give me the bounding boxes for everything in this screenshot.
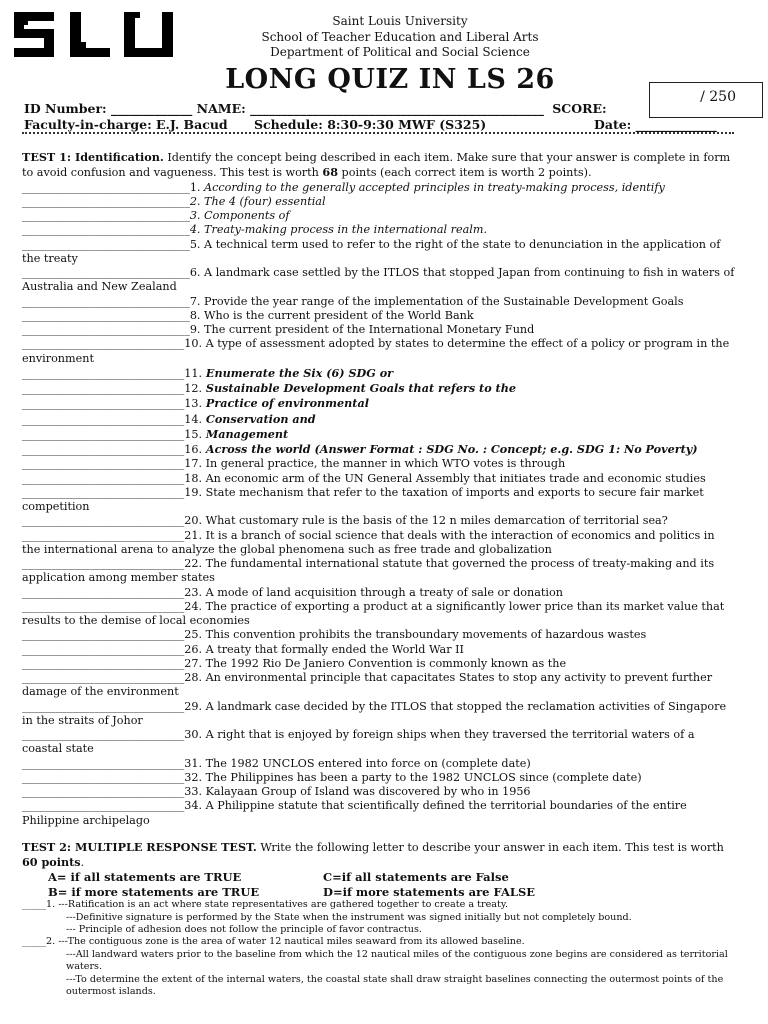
answer-blank[interactable]: _____________________________13. xyxy=(22,397,203,411)
answer-blank[interactable]: ______________________________ xyxy=(22,223,190,237)
item-text: A treaty that formally ended the World War II xyxy=(202,642,464,656)
answer-blank[interactable]: _____________________________16. xyxy=(22,443,203,456)
item-text: A mode of land acquisition through a treaty of sale or donation xyxy=(202,585,563,599)
item-text: Across the world (Answer Format : SDG No. : Concept; e.g. SDG 1: No Poverty) xyxy=(202,442,698,456)
answer-blank[interactable]: _____________________________30. xyxy=(22,728,203,741)
test1-item xyxy=(22,323,736,337)
test1-points: 68 xyxy=(322,165,338,180)
name-field[interactable]: NAME: _______________________________________________ xyxy=(196,101,544,116)
item-text: The fundamental international statute that governed the process of treaty-making and its application among member states xyxy=(22,557,715,585)
item-text: The 1982 UNCLOS entered into force on (complete date) xyxy=(202,756,531,770)
test1-item xyxy=(22,238,736,267)
test2-instructions xyxy=(22,840,736,871)
quiz-content xyxy=(22,150,736,999)
answer-blank[interactable]: _____________________________28. xyxy=(22,671,203,684)
answer-blank[interactable]: _____________________________31. xyxy=(22,756,203,770)
faculty-label: Faculty-in-charge: E.J. Bacud xyxy=(24,117,228,132)
answer-blank[interactable]: ______________________________9. xyxy=(22,323,201,336)
answer-blank[interactable]: ______________________________5. xyxy=(22,237,201,251)
test1-item xyxy=(22,529,736,558)
test2-points: 60 points xyxy=(22,855,81,869)
item-text: In general practice, the manner in which WTO votes is through xyxy=(202,457,566,471)
test1-heading: TEST 1: Identification. xyxy=(22,150,164,164)
answer-blank[interactable]: _____________________________14. xyxy=(22,412,203,426)
test2-intro-text: Write the following letter to describe your answer in each item. This test is worth xyxy=(256,840,724,854)
q1-answer-blank[interactable]: _____1. xyxy=(22,899,59,911)
item-text: Enumerate the Six (6) SDG or xyxy=(202,365,394,380)
test2-intro-text-2: . xyxy=(80,856,85,869)
answer-blank[interactable]: _____________________________26. xyxy=(22,642,203,656)
info-row-2 xyxy=(24,117,717,132)
test1-item xyxy=(22,643,736,657)
item-text: An environmental principle that capacitates States to stop any activity to prevent further damage of the environment xyxy=(22,671,713,699)
answer-blank[interactable]: _____________________________18. xyxy=(22,471,203,485)
answer-legend xyxy=(22,870,736,899)
test1-item xyxy=(22,600,736,629)
answer-blank[interactable]: _____________________________34. xyxy=(22,799,203,813)
item-text: The Philippines has been a party to the 1982 UNCLOS since (complete date) xyxy=(202,770,642,784)
item-text: Conservation and xyxy=(202,411,316,426)
item-text: What customary rule is the basis of the 12 n miles demarcation of territorial sea? xyxy=(202,514,668,528)
item-text: State mechanism that refer to the taxation of imports and exports to secure fair market competition xyxy=(22,485,704,513)
item-text: A right that is enjoyed by foreign ships when they traversed the territorial waters of a coastal state xyxy=(22,728,695,756)
test1-item-list xyxy=(22,181,736,828)
item-text: It is a branch of social science that deals with the interaction of economics and politics in the international arena to analyze the global phenomena such as free trade and globalization xyxy=(22,528,715,556)
test2-heading: TEST 2: MULTIPLE RESPONSE TEST. xyxy=(22,839,257,854)
q1-statement-1: ---Ratification is an act where state representatives are gathered together to create a treaty. xyxy=(58,899,509,911)
test1-item xyxy=(22,472,736,486)
test1-item xyxy=(22,412,736,427)
item-text: Sustainable Development Goals that refers to the xyxy=(202,381,516,395)
item-text: The practice of exporting a product at a significantly lower price than its market value that results to the demise of local economies xyxy=(22,599,725,627)
item-text: A technical term used to refer to the right of the state to denunciation in the application of the treaty xyxy=(22,237,721,265)
slu-logo xyxy=(12,10,174,60)
test1-item xyxy=(22,366,736,381)
item-text: 2. The 4 (four) essential xyxy=(189,194,326,208)
item-text: A Philippine statute that scientifically defined the territorial boundaries of the entire Philippine archipelago xyxy=(22,799,687,827)
answer-blank[interactable]: _____________________________25. xyxy=(22,628,203,642)
score-box xyxy=(649,82,763,118)
test1-item xyxy=(22,757,736,771)
test1-item xyxy=(22,486,736,515)
date-field[interactable]: Date: _____________ xyxy=(594,117,717,132)
university-name: Saint Louis University xyxy=(332,14,468,28)
test1-item xyxy=(22,181,736,195)
test1-item xyxy=(22,700,736,729)
legend-a: A= if all statements are TRUE xyxy=(48,870,242,885)
answer-blank[interactable]: _____________________________22. xyxy=(22,557,203,570)
answer-blank[interactable]: _____________________________29. xyxy=(22,699,203,713)
item-text: A landmark case decided by the ITLOS that stopped the reclamation activities of Singapore in the straits of Johor xyxy=(22,699,727,727)
test1-item xyxy=(22,799,736,828)
test1-item xyxy=(22,586,736,600)
q2-answer-blank[interactable]: _____2. xyxy=(22,936,59,948)
test1-item xyxy=(22,396,736,411)
test2-question-1 xyxy=(22,899,736,936)
test1-item xyxy=(22,442,736,457)
q1-statement-3: --- Principle of adhesion does not follow the principle of favor contractus. xyxy=(66,924,422,936)
department-name: Department of Political and Social Science xyxy=(270,45,530,59)
test1-item xyxy=(22,628,736,642)
answer-blank[interactable]: _____________________________24. xyxy=(22,599,203,613)
test2-question-2 xyxy=(22,936,736,998)
answer-blank[interactable]: ______________________________1. xyxy=(22,180,201,194)
test1-item xyxy=(22,771,736,785)
answer-blank[interactable]: _____________________________10. xyxy=(22,337,203,351)
school-name: School of Teacher Education and Liberal Arts xyxy=(261,30,539,44)
score-value: / 250 xyxy=(700,89,736,105)
test1-item xyxy=(22,195,736,209)
slu-logo-text: SLU xyxy=(92,40,95,41)
q2-statement-3: ---To determine the extent of the internal waters, the coastal state shall draw straight baselines connecting the outermost points of the outermost islands. xyxy=(66,973,724,998)
item-text: According to the generally accepted principles in treaty-making process, identify xyxy=(200,180,665,194)
answer-blank[interactable]: _____________________________15. xyxy=(22,427,203,441)
score-label: SCORE: xyxy=(552,101,607,116)
q2-statement-1: ---The contiguous zone is the area of water 12 nautical miles seaward from its allowed baseline. xyxy=(58,936,525,948)
answer-blank[interactable]: _____________________________20. xyxy=(22,514,203,528)
test1-item xyxy=(22,514,736,528)
id-number-field[interactable]: ID Number: _____________ xyxy=(24,101,193,116)
test1-item xyxy=(22,427,736,442)
answer-blank[interactable]: ______________________________8. xyxy=(22,308,201,322)
item-text: The 1992 Rio De Janiero Convention is commonly known as the xyxy=(202,656,567,670)
test1-item xyxy=(22,295,736,309)
test1-item xyxy=(22,309,736,323)
test1-item xyxy=(22,785,736,799)
test1-item xyxy=(22,728,736,757)
answer-blank[interactable]: _____________________________23. xyxy=(22,585,203,599)
legend-c: C=if all statements are False xyxy=(323,870,509,885)
test1-item xyxy=(22,337,736,366)
answer-blank[interactable]: _____________________________32. xyxy=(22,770,203,784)
item-text: The current president of the International Monetary Fund xyxy=(200,323,535,336)
answer-blank[interactable]: ______________________________ xyxy=(22,194,190,208)
test1-item xyxy=(22,381,736,396)
test1-item xyxy=(22,671,736,700)
legend-d: D=if more statements are FALSE xyxy=(323,884,536,899)
schedule-label: Schedule: 8:30-9:30 MWF (S325) xyxy=(254,117,487,132)
answer-blank[interactable]: _____________________________12. xyxy=(22,382,203,395)
answer-blank[interactable]: _____________________________33. xyxy=(22,785,203,798)
item-text: Kalayaan Group of Island was discovered by who in 1956 xyxy=(202,785,531,798)
item-text: 3. Components of xyxy=(189,209,290,222)
test1-item xyxy=(22,457,736,471)
item-text: Practice of environmental xyxy=(202,396,369,411)
answer-blank[interactable]: _____________________________17. xyxy=(22,457,203,471)
answer-blank[interactable]: _____________________________21. xyxy=(22,528,203,542)
info-row-1 xyxy=(24,101,607,116)
item-text: A type of assessment adopted by states to determine the effect of a policy or program in the environment xyxy=(22,337,730,365)
test1-item xyxy=(22,657,736,671)
test1-item xyxy=(22,209,736,223)
test1-intro-text: Identify the concept being described in each item. Make sure that your answer is complete in form to avoid confusion and vagueness. This test is worth xyxy=(22,151,731,180)
item-text: This convention prohibits the transboundary movements of hazardous wastes xyxy=(202,628,647,642)
answer-blank[interactable]: _____________________________27. xyxy=(22,656,203,670)
legend-b: B= if more statements are TRUE xyxy=(48,884,260,899)
answer-blank[interactable]: ______________________________ xyxy=(22,209,190,222)
answer-blank[interactable]: ______________________________7. xyxy=(22,294,201,308)
quiz-title: LONG QUIZ IN LS 26 xyxy=(225,64,555,95)
answer-blank[interactable]: _____________________________11. xyxy=(22,366,203,380)
test1-item xyxy=(22,266,736,295)
item-text: Provide the year range of the implementation of the Sustainable Development Goals xyxy=(200,294,684,308)
q1-statement-2: ---Definitive signature is performed by the State when the instrument was signed initially but not completely bound. xyxy=(66,911,632,923)
test1-item xyxy=(22,557,736,586)
answer-blank[interactable]: ______________________________6. xyxy=(22,266,201,279)
item-text: Who is the current president of the World Bank xyxy=(200,308,474,322)
item-text: A landmark case settled by the ITLOS that stopped Japan from continuing to fish in waters of Australia and New Zealand xyxy=(22,266,735,294)
test1-intro-text-2: points (each correct item is worth 2 points). xyxy=(338,166,592,180)
q2-statement-2: ---All landward waters prior to the baseline from which the 12 nautical miles of the contiguous zone begins are considered as territorial waters. xyxy=(66,948,728,973)
test1-instructions xyxy=(22,150,736,181)
item-text: An economic arm of the UN General Assembly that initiates trade and economic studies xyxy=(202,471,706,485)
header-divider xyxy=(22,132,734,134)
test1-item xyxy=(22,223,736,237)
answer-blank[interactable]: _____________________________19. xyxy=(22,485,203,499)
item-text: 4. Treaty-making process in the international realm. xyxy=(189,223,488,237)
item-text: Management xyxy=(202,426,289,441)
